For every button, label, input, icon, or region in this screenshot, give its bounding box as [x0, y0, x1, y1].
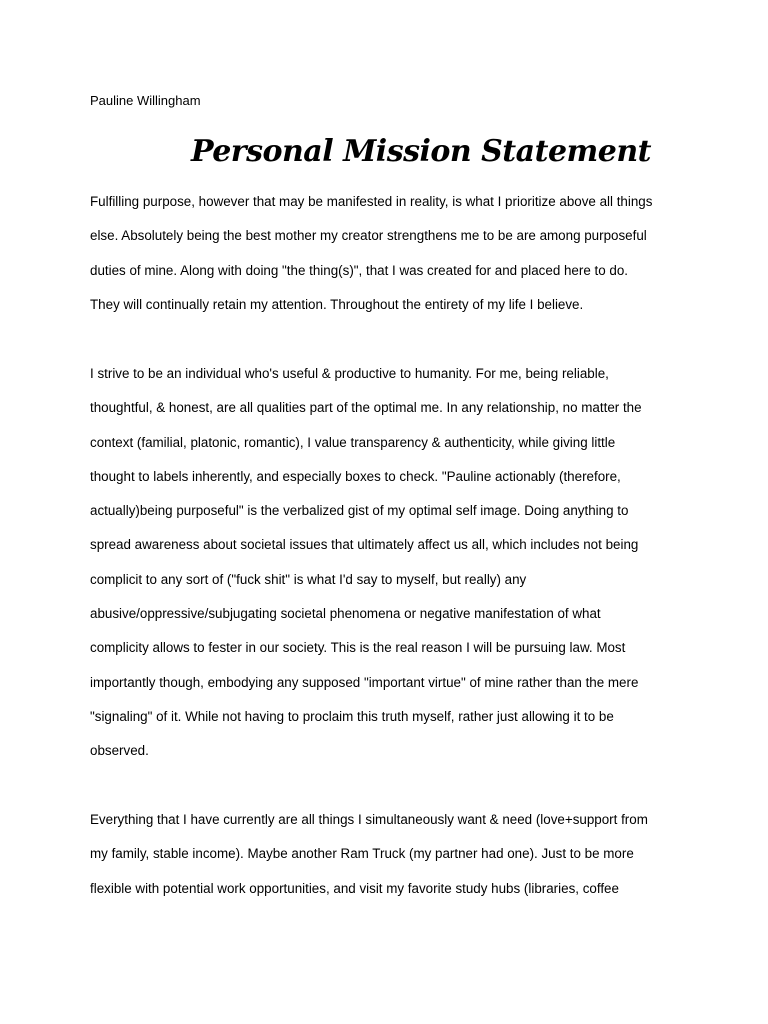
- paragraph-line: thoughtful, & honest, are all qualities part of the optimal me. In any relationship, no matter the: [90, 400, 642, 416]
- paragraph-line: spread awareness about societal issues that ultimately affect us all, which includes not being: [90, 537, 639, 553]
- paragraph-line: complicit to any sort of ("fuck shit" is what I'd say to myself, but really) any: [90, 571, 527, 587]
- paragraph-line: context (familial, platonic, romantic), I value transparency & authenticity, while giving little: [90, 434, 616, 450]
- document-title: Personal Mission Statement: [190, 134, 652, 169]
- paragraph-line: duties of mine. Along with doing "the thing(s)", that I was created for and placed here to do.: [90, 262, 629, 278]
- paragraph-line: Everything that I have currently are all things I simultaneously want & need (love+support from: [90, 812, 648, 827]
- paragraph-line: They will continually retain my attention. Throughout the entirety of my life I believe.: [90, 296, 584, 312]
- paragraph-line: abusive/oppressive/subjugating societal phenomena or negative manifestation of what: [90, 606, 601, 622]
- paragraph-line: "signaling" of it. While not having to proclaim this truth myself, rather just allowing it to be: [90, 708, 614, 724]
- paragraph-line: actually)being purposeful" is the verbalized gist of my optimal self image. Doing anything to: [90, 503, 629, 519]
- author-name: Pauline Willingham: [90, 93, 201, 108]
- paragraph-line: else. Absolutely being the best mother my creator strengthens me to be are among purposeful: [90, 228, 647, 244]
- paragraph-line: Fulfilling purpose, however that may be manifested in reality, is what I prioritize above all things: [90, 194, 653, 209]
- paragraph-line: I strive to be an individual who's useful & productive to humanity. For me, being reliable,: [90, 366, 609, 381]
- paragraph-2: [90, 365, 690, 777]
- paragraph-line: complicity allows to fester in our society. This is the real reason I will be pursuing law. Most: [90, 640, 626, 656]
- paragraph-line: importantly though, embodying any supposed "important virtue" of mine rather than the mere: [90, 674, 639, 690]
- paragraph-1: [90, 193, 690, 330]
- paragraph-line: my family, stable income). Maybe another Ram Truck (my partner had one). Just to be more: [90, 846, 634, 862]
- paragraph-line: observed.: [90, 743, 149, 759]
- paragraph-line: thought to labels inherently, and especially boxes to check. "Pauline actionably (therefore,: [90, 468, 621, 484]
- paragraph-line: flexible with potential work opportunities, and visit my favorite study hubs (libraries, coffee: [90, 880, 619, 896]
- paragraph-3: [90, 811, 690, 914]
